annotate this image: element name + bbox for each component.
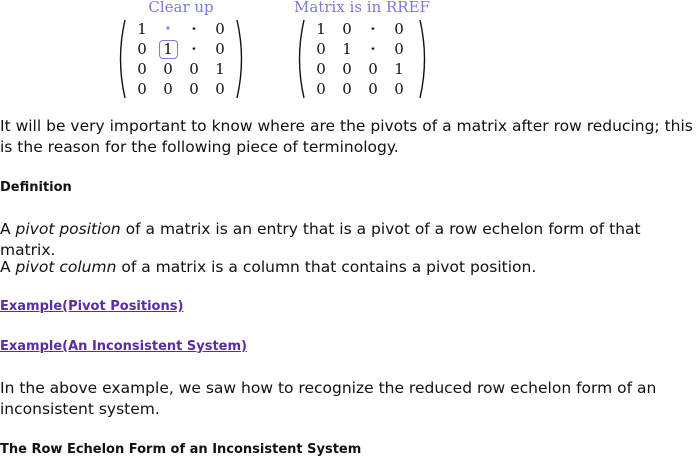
- matrix-cell: 0: [137, 40, 147, 58]
- matrix-cell: 0: [342, 80, 352, 98]
- text-rest: of a matrix is a column that contains a pivot position.: [116, 258, 537, 276]
- matrix-cell: 1: [137, 20, 147, 38]
- definition-pivot-column: [0, 257, 698, 278]
- text-rest: of a matrix is an entry that is a pivot of a row echelon form of that matrix.: [0, 220, 641, 259]
- matrix-cell: 1: [394, 60, 404, 78]
- matrix-cell: 0: [189, 80, 199, 98]
- matrix-cell: 1: [215, 60, 225, 78]
- matrix-cell: 0: [215, 80, 225, 98]
- intro-paragraph: It will be very important to know where are the pivots of a matrix after row reducing; this is the reason for the following piece of terminology.: [0, 117, 693, 156]
- left-paren-icon: [115, 19, 127, 99]
- section-heading: The Row Echelon Form of an Inconsistent System: [0, 442, 362, 457]
- matrix-caption: Matrix is in RREF: [294, 0, 430, 16]
- matrix-cell: 0: [137, 60, 147, 78]
- matrix-cell: ⋆: [369, 42, 377, 55]
- matrix-cell: ⋆: [369, 22, 377, 35]
- right-paren-icon: [418, 19, 430, 99]
- matrix-caption: Clear up: [148, 0, 214, 16]
- matrix-cell: 0: [342, 20, 352, 38]
- matrix-cell: 0: [394, 40, 404, 58]
- text-prefix: A: [0, 220, 16, 238]
- matrix-cell: 0: [215, 20, 225, 38]
- definition-heading: Definition: [0, 180, 72, 195]
- matrix-cell: 0: [316, 40, 326, 58]
- matrix-cell: 1: [342, 40, 352, 58]
- matrix-body: [115, 19, 247, 99]
- term-pivot-column: pivot column: [15, 258, 117, 276]
- left-paren-icon: [294, 19, 306, 99]
- definition-pivot-position: [0, 219, 698, 261]
- matrix-cell: 0: [368, 60, 378, 78]
- matrix-cell: 0: [394, 20, 404, 38]
- pivot-highlight: 1: [159, 40, 178, 59]
- matrix-cell: 0: [215, 40, 225, 58]
- right-paren-icon: [235, 19, 247, 99]
- matrix-cell: ⋆: [190, 22, 198, 35]
- matrix-cell: 0: [342, 60, 352, 78]
- matrix-cell: ⋆: [190, 42, 198, 55]
- matrix-cell: 1: [316, 20, 326, 38]
- matrix-cell: 0: [394, 80, 404, 98]
- matrix-clear-up: [115, 0, 247, 99]
- matrix-cell: 0: [137, 80, 147, 98]
- matrix-cell: 0: [316, 60, 326, 78]
- matrix-cell: 0: [163, 80, 173, 98]
- matrix-cell-pivot: [155, 39, 181, 59]
- matrix-table: [129, 19, 233, 99]
- matrix-table: [308, 19, 412, 99]
- example-pivot-positions-link[interactable]: Example(Pivot Positions): [0, 299, 184, 314]
- text-prefix: A: [0, 258, 16, 276]
- matrix-cell: 0: [368, 80, 378, 98]
- matrix-cell: 0: [163, 60, 173, 78]
- matrix-cell: 0: [316, 80, 326, 98]
- summary-paragraph: In the above example, we saw how to recognize the reduced row echelon form of an inconsistent system.: [0, 379, 657, 418]
- matrix-rref: [294, 0, 430, 99]
- matrix-cell: 0: [189, 60, 199, 78]
- matrix-body: [294, 19, 430, 99]
- example-inconsistent-system-link[interactable]: Example(An Inconsistent System): [0, 339, 247, 354]
- term-pivot-position: pivot position: [15, 220, 121, 238]
- matrix-cell: ⋆: [163, 21, 173, 36]
